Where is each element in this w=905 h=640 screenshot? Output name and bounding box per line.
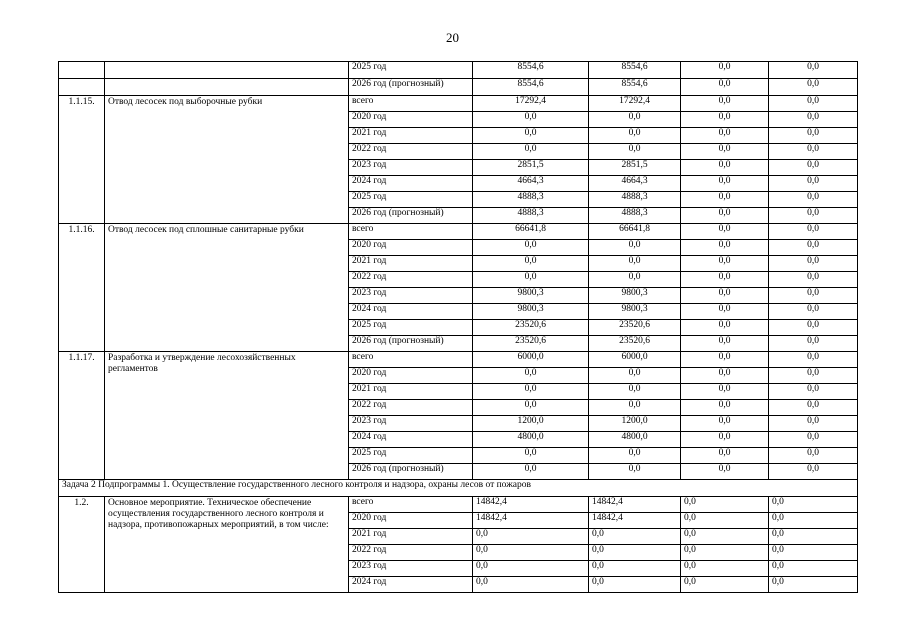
other-cell: 0,0	[769, 529, 858, 545]
total-cell: 0,0	[473, 240, 589, 256]
other-cell: 0,0	[769, 545, 858, 561]
federal-cell: 0,0	[681, 497, 769, 513]
other-cell: 0,0	[769, 448, 858, 464]
total-cell: 4888,3	[473, 192, 589, 208]
total-cell: 23520,6	[473, 336, 589, 352]
budget-cell: 14842,4	[589, 497, 681, 513]
federal-cell: 0,0	[681, 288, 769, 304]
period-cell: 2025 год	[349, 320, 473, 336]
period-cell: 2025 год	[349, 192, 473, 208]
total-cell: 0,0	[473, 128, 589, 144]
period-cell: 2026 год (прогнозный)	[349, 464, 473, 480]
other-cell: 0,0	[769, 513, 858, 529]
budget-cell: 8554,6	[589, 79, 681, 96]
total-cell: 0,0	[473, 529, 589, 545]
federal-cell: 0,0	[681, 561, 769, 577]
other-cell: 0,0	[769, 176, 858, 192]
period-cell: 2022 год	[349, 400, 473, 416]
other-cell: 0,0	[769, 208, 858, 224]
table-body	[59, 62, 858, 593]
item-code	[59, 62, 105, 79]
federal-cell: 0,0	[681, 176, 769, 192]
total-cell: 0,0	[473, 561, 589, 577]
budget-cell: 0,0	[589, 272, 681, 288]
table-row	[59, 79, 858, 96]
period-cell: 2021 год	[349, 384, 473, 400]
budget-cell: 66641,8	[589, 224, 681, 240]
total-cell: 0,0	[473, 384, 589, 400]
federal-cell: 0,0	[681, 144, 769, 160]
item-name: Разработка и утверждение лесохозяйственных регламентов	[105, 352, 349, 480]
federal-cell: 0,0	[681, 304, 769, 320]
other-cell: 0,0	[769, 368, 858, 384]
total-cell: 0,0	[473, 368, 589, 384]
other-cell: 0,0	[769, 320, 858, 336]
federal-cell: 0,0	[681, 112, 769, 128]
federal-cell: 0,0	[681, 352, 769, 368]
total-cell: 23520,6	[473, 320, 589, 336]
period-cell: 2023 год	[349, 416, 473, 432]
budget-cell: 0,0	[589, 128, 681, 144]
other-cell: 0,0	[769, 432, 858, 448]
item-code: 1.1.16.	[59, 224, 105, 352]
period-cell: 2020 год	[349, 240, 473, 256]
budget-cell: 8554,6	[589, 62, 681, 79]
period-cell: 2024 год	[349, 304, 473, 320]
other-cell: 0,0	[769, 79, 858, 96]
federal-cell: 0,0	[681, 240, 769, 256]
section-heading: Задача 2 Подпрограммы 1. Осуществление государственного лесного контроля и надзора, охраны лесов от пожаров	[59, 480, 858, 497]
period-cell: 2020 год	[349, 112, 473, 128]
other-cell: 0,0	[769, 192, 858, 208]
period-cell: всего	[349, 352, 473, 368]
federal-cell: 0,0	[681, 416, 769, 432]
budget-cell: 0,0	[589, 529, 681, 545]
item-name: Отвод лесосек под выборочные рубки	[105, 96, 349, 224]
other-cell: 0,0	[769, 497, 858, 513]
other-cell: 0,0	[769, 256, 858, 272]
budget-cell: 4888,3	[589, 208, 681, 224]
table-row	[59, 497, 858, 513]
period-cell: 2021 год	[349, 128, 473, 144]
budget-cell: 14842,4	[589, 513, 681, 529]
federal-cell: 0,0	[681, 448, 769, 464]
other-cell: 0,0	[769, 464, 858, 480]
federal-cell: 0,0	[681, 79, 769, 96]
budget-cell: 0,0	[589, 112, 681, 128]
item-name: Отвод лесосек под сплошные санитарные рубки	[105, 224, 349, 352]
total-cell: 0,0	[473, 464, 589, 480]
budget-cell: 0,0	[589, 144, 681, 160]
period-cell: 2022 год	[349, 144, 473, 160]
total-cell: 0,0	[473, 545, 589, 561]
federal-cell: 0,0	[681, 545, 769, 561]
budget-cell: 0,0	[589, 448, 681, 464]
total-cell: 14842,4	[473, 513, 589, 529]
item-code: 1.2.	[59, 497, 105, 593]
budget-cell: 0,0	[589, 545, 681, 561]
period-cell: всего	[349, 96, 473, 112]
period-cell: 2024 год	[349, 176, 473, 192]
period-cell: 2022 год	[349, 545, 473, 561]
budget-cell: 9800,3	[589, 288, 681, 304]
total-cell: 4888,3	[473, 208, 589, 224]
federal-cell: 0,0	[681, 128, 769, 144]
federal-cell: 0,0	[681, 384, 769, 400]
other-cell: 0,0	[769, 400, 858, 416]
other-cell: 0,0	[769, 384, 858, 400]
table-row	[59, 62, 858, 79]
other-cell: 0,0	[769, 561, 858, 577]
total-cell: 0,0	[473, 448, 589, 464]
federal-cell: 0,0	[681, 432, 769, 448]
federal-cell: 0,0	[681, 529, 769, 545]
item-name	[105, 79, 349, 96]
other-cell: 0,0	[769, 240, 858, 256]
total-cell: 0,0	[473, 400, 589, 416]
table-row	[59, 224, 858, 240]
budget-cell: 9800,3	[589, 304, 681, 320]
budget-cell: 23520,6	[589, 336, 681, 352]
federal-cell: 0,0	[681, 400, 769, 416]
total-cell: 2851,5	[473, 160, 589, 176]
period-cell: 2025 год	[349, 62, 473, 79]
federal-cell: 0,0	[681, 513, 769, 529]
budget-cell: 2851,5	[589, 160, 681, 176]
total-cell: 0,0	[473, 577, 589, 593]
budget-cell: 0,0	[589, 400, 681, 416]
period-cell: 2024 год	[349, 577, 473, 593]
item-code: 1.1.17.	[59, 352, 105, 480]
budget-cell: 0,0	[589, 384, 681, 400]
budget-cell: 4800,0	[589, 432, 681, 448]
budget-cell: 0,0	[589, 561, 681, 577]
budget-cell: 0,0	[589, 256, 681, 272]
total-cell: 9800,3	[473, 304, 589, 320]
period-cell: 2020 год	[349, 513, 473, 529]
period-cell: 2026 год (прогнозный)	[349, 79, 473, 96]
other-cell: 0,0	[769, 416, 858, 432]
section-heading-row	[59, 480, 858, 497]
other-cell: 0,0	[769, 336, 858, 352]
budget-table	[58, 61, 858, 593]
federal-cell: 0,0	[681, 368, 769, 384]
total-cell: 8554,6	[473, 62, 589, 79]
table-row	[59, 352, 858, 368]
federal-cell: 0,0	[681, 272, 769, 288]
budget-cell: 0,0	[589, 240, 681, 256]
other-cell: 0,0	[769, 304, 858, 320]
period-cell: 2026 год (прогнозный)	[349, 208, 473, 224]
federal-cell: 0,0	[681, 256, 769, 272]
other-cell: 0,0	[769, 96, 858, 112]
period-cell: всего	[349, 497, 473, 513]
total-cell: 17292,4	[473, 96, 589, 112]
total-cell: 0,0	[473, 272, 589, 288]
other-cell: 0,0	[769, 272, 858, 288]
federal-cell: 0,0	[681, 160, 769, 176]
period-cell: 2023 год	[349, 561, 473, 577]
item-code	[59, 79, 105, 96]
table-row	[59, 96, 858, 112]
federal-cell: 0,0	[681, 224, 769, 240]
budget-cell: 0,0	[589, 368, 681, 384]
federal-cell: 0,0	[681, 320, 769, 336]
federal-cell: 0,0	[681, 464, 769, 480]
total-cell: 9800,3	[473, 288, 589, 304]
budget-cell: 6000,0	[589, 352, 681, 368]
federal-cell: 0,0	[681, 192, 769, 208]
budget-cell: 1200,0	[589, 416, 681, 432]
budget-cell: 0,0	[589, 464, 681, 480]
federal-cell: 0,0	[681, 577, 769, 593]
item-name: Основное мероприятие. Техническое обеспечение осуществления государственного лесного контроля и надзора, противопожарных мероприятий, в том числе:	[105, 497, 349, 593]
item-name	[105, 62, 349, 79]
period-cell: 2025 год	[349, 448, 473, 464]
period-cell: 2021 год	[349, 256, 473, 272]
budget-cell: 0,0	[589, 577, 681, 593]
total-cell: 4800,0	[473, 432, 589, 448]
other-cell: 0,0	[769, 224, 858, 240]
period-cell: 2024 год	[349, 432, 473, 448]
total-cell: 0,0	[473, 112, 589, 128]
other-cell: 0,0	[769, 577, 858, 593]
budget-cell: 4664,3	[589, 176, 681, 192]
federal-cell: 0,0	[681, 208, 769, 224]
total-cell: 8554,6	[473, 79, 589, 96]
total-cell: 6000,0	[473, 352, 589, 368]
budget-cell: 23520,6	[589, 320, 681, 336]
period-cell: 2022 год	[349, 272, 473, 288]
other-cell: 0,0	[769, 288, 858, 304]
federal-cell: 0,0	[681, 96, 769, 112]
other-cell: 0,0	[769, 144, 858, 160]
total-cell: 14842,4	[473, 497, 589, 513]
period-cell: 2020 год	[349, 368, 473, 384]
other-cell: 0,0	[769, 160, 858, 176]
item-code: 1.1.15.	[59, 96, 105, 224]
total-cell: 0,0	[473, 144, 589, 160]
total-cell: 0,0	[473, 256, 589, 272]
budget-cell: 4888,3	[589, 192, 681, 208]
period-cell: 2023 год	[349, 160, 473, 176]
other-cell: 0,0	[769, 112, 858, 128]
federal-cell: 0,0	[681, 336, 769, 352]
page-number: 20	[446, 30, 459, 45]
period-cell: 2023 год	[349, 288, 473, 304]
period-cell: всего	[349, 224, 473, 240]
total-cell: 1200,0	[473, 416, 589, 432]
period-cell: 2026 год (прогнозный)	[349, 336, 473, 352]
total-cell: 66641,8	[473, 224, 589, 240]
other-cell: 0,0	[769, 128, 858, 144]
federal-cell: 0,0	[681, 62, 769, 79]
period-cell: 2021 год	[349, 529, 473, 545]
budget-cell: 17292,4	[589, 96, 681, 112]
other-cell: 0,0	[769, 352, 858, 368]
other-cell: 0,0	[769, 62, 858, 79]
total-cell: 4664,3	[473, 176, 589, 192]
